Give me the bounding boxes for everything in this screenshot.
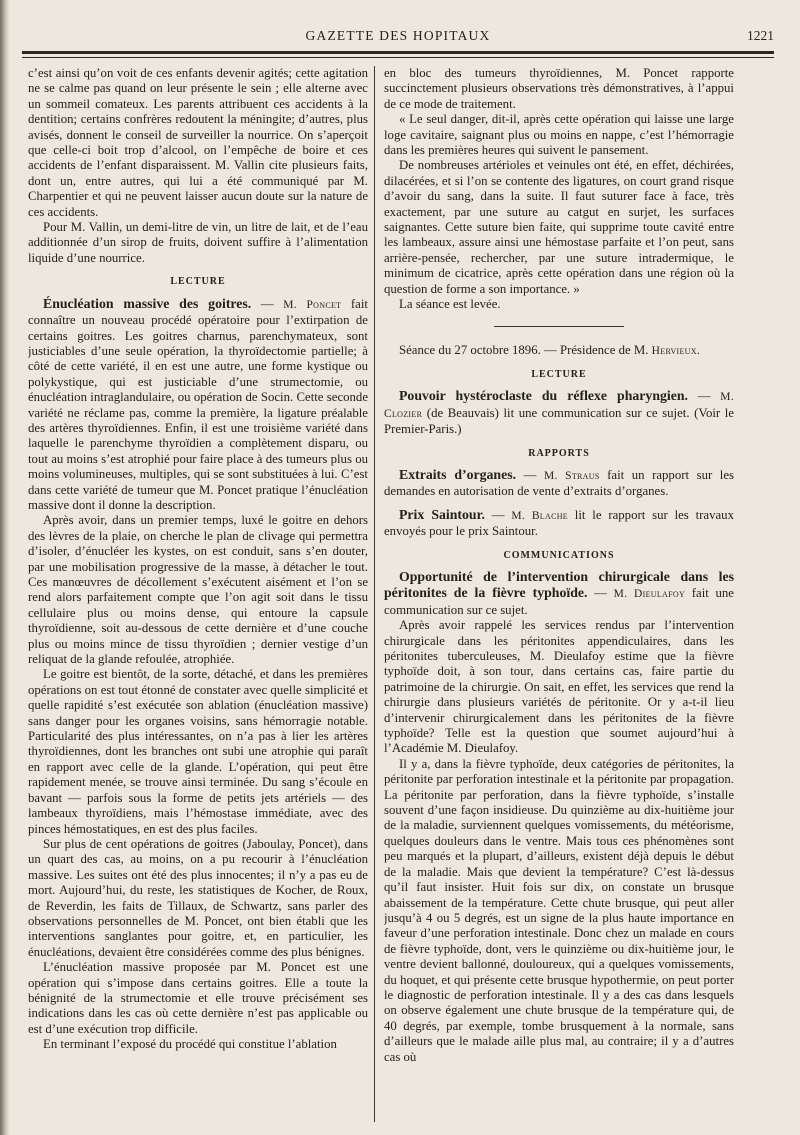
- paragraph-text: fait un rapport sur les demandes en autorisation de vente d’extraits d’organes.: [384, 467, 734, 499]
- right-column: [384, 66, 734, 1124]
- dash: —: [484, 507, 512, 522]
- running-header: [22, 28, 774, 48]
- article-extraits: [384, 467, 734, 500]
- author-name: M. Dieulafoy: [613, 588, 686, 601]
- dash: —: [251, 296, 284, 311]
- section-heading: LECTURE: [170, 276, 226, 288]
- article-enucleation: [28, 296, 368, 514]
- article-title: Énucléation massive des goitres.: [43, 295, 252, 311]
- column-divider: [374, 66, 375, 1122]
- author-name: M. Poncet: [283, 298, 342, 311]
- paragraph: c’est ainsi qu’on voit de ces enfants devenir agités; cette agitation ne se calme pas quand on leur présente le sein ; elle alterne avec un sommeil comateux. Les parents attribuent ces accidents à la dentition; certains confrères redoutent la méningite; d’autres, plus avisés, donnent le conseil de surveiller la nourrice. On s’aperçoit que celle-ci boit trop d’alcool, on l’empêche de boire et ces accidents de l’enfant disparaissent. M. Vallin cite plusieurs faits, dont un, entre autres, qui lui a été communiqué par M. Charpentier et qui ne peuvent laisser aucun doute sur la nature de ces accidents.: [28, 66, 368, 219]
- dash: —: [687, 389, 721, 404]
- section-heading: RAPPORTS: [528, 447, 590, 459]
- separator-rule: [494, 326, 624, 327]
- paragraph-text: fait une communication sur ce sujet.: [384, 586, 734, 617]
- article-pouvoir: [384, 388, 734, 437]
- author-name: M. Clozier: [384, 391, 734, 420]
- author-name: M. Straus: [543, 469, 600, 482]
- paragraph: en bloc des tumeurs thyroïdiennes, M. Poncet rapporte succinctement plusieurs observations très démonstratives, à l’appui de ce mode de traitement.: [384, 66, 734, 111]
- paragraph: De nombreuses artérioles et veinules ont été, en effet, déchirées, dilacérées, et si l’on se contente des ligatures, on court grand risque d’avoir du sang, dans la suite. Il faut suturer face à face, très exactement, par une suture au catgut en surjet, les surfaces saignantes. Cette suture bien faite, qui supprime toute cavité entre les lambeaux, assure ainsi une hémostase parfaite et l’on peut, sans arrière-pensée, rechercher, par une suture intradermique, le minimum de cicatrice, après cette opération dans une région où la question de forme a son importance. »: [384, 158, 734, 296]
- paragraph: Pour M. Vallin, un demi-litre de vin, un litre de lait, et de l’eau additionnée d’un sirop de fruits, doivent suffire à l’alimentation liquide d’une nourrice.: [28, 220, 368, 265]
- paragraph: Il y a, dans la fièvre typhoïde, deux catégories de péritonites, la péritonite par perforation intestinale et la péritonite par propagation. La péritonite par perforation, dans la fièvre typhoïde, s’installe souvent d’une façon insidieuse. Du quinzième au dix-huitième jour de la maladie, surviennent quelques vomissements, du météorisme, quelques douleurs dans le ventre. Mais tous ces phénomènes sont peu marqués et la plupart, d’ailleurs, existent déjà depuis le début de la maladie. Mais que devient la température? C’est là-dessus qu’il faut insister. Huit fois sur dix, on constate un brusque abaissement de la température. Cette chute brusque, qui peut aller jusqu’à 4 ou 5 degrés, est un signe de la plus haute importance en faveur d’une perforation intestinale. Donc chez un malade en cours de fièvre typhoïde, dont, vers le quinzième ou dix-huitième jour, le ventre devient ballonné, douloureux, qui a quelques vomissements, du hoquet, et qui présente cette brusque hypothermie, on peut porter le diagnostic de perforation intestinale. Il y a des cas dans lesquels on observe également une chute brusque de la température qui, de 40 degrés, par exemple, tombe brusquement à la normale, sans d’ailleurs que le malade aille plus mal, au contraire; il y a d’autres cas où: [384, 756, 734, 1064]
- dash: —: [587, 586, 614, 601]
- paragraph: La séance est levée.: [399, 297, 501, 312]
- paragraph: « Le seul danger, dit-il, après cette opération qui laisse une large loge cavitaire, saignant plus ou moins en nappe, c’est l’hémorragie dans les premières heures qui suivent le pansement.: [384, 112, 734, 158]
- page-edge-shadow: [0, 0, 10, 1135]
- section-heading: LECTURE: [531, 368, 587, 380]
- paragraph: Sur plus de cent opérations de goitres (Jaboulay, Poncet), dans un quart des cas, au moins, on a pu recourir à l’énucléation massive. Les suites ont été des plus innocentes; il n’y a pas eu de mort. Aujourd’hui, du reste, les statistiques de Kocher, de Roux, de Reverdin, les faits de Tillaux, de Schwartz, sans parler des observations personnelles de M. Poncet, ont bien établi que les interventions sanglantes pour goitre, et, en particulier, les énucléations, devaient être considérées comme des plus bénignes.: [28, 836, 368, 959]
- page-number: 1221: [747, 28, 774, 43]
- paragraph: L’énucléation massive proposée par M. Poncet est une opération qui s’impose dans certains goitres. Elle a toute la bénignité de la strumectomie et elle trouve précisément ses indications dans les cas où cette dernière n’est pas applicable ou est d’une exécution trop difficile.: [28, 960, 368, 1036]
- header-rule-thin: [22, 57, 774, 58]
- dash: —: [516, 467, 544, 482]
- article-title: Prix Saintour.: [399, 506, 485, 522]
- left-column: [28, 66, 368, 1124]
- journal-title: GAZETTE DES HOPITAUX: [305, 28, 491, 43]
- article-title: Extraits d’organes.: [399, 466, 517, 482]
- paragraph-text: lit le rapport sur les travaux envoyés pour le prix Saintour.: [384, 507, 734, 539]
- article-title: Opportunité de l’intervention chirurgicale dans les péritonites de la fièvre typhoïde.: [384, 568, 734, 601]
- article-title: Pouvoir hystéroclaste du réflexe pharyngien.: [399, 388, 688, 404]
- president-name: Hervieux.: [651, 344, 701, 357]
- paragraph-text: (de Beauvais) lit une communication sur ce sujet. (Voir le Premier-Paris.): [384, 405, 734, 437]
- session-text: Séance du 27 octobre 1896. — Présidence de M.: [399, 342, 652, 357]
- paragraph-text: fait connaître un nouveau procédé opératoire pour l’extirpation de certains goitres. Les goitres charnus, parenchymateux, sont justiciables d’une seule opération, la thyroïdectomie partielle; à côté de cette variété, il en est une autre, une forme kystique ou polykystique, qui est justiciable d’une strumectomie, ou énucléation intraglandulaire, ou opération de Socin. Cette seconde variété ne réclame pas, comme la première, la ligature préalable des artères thyroïdiennes. Enfin, il est une troisième variété dans laquelle le parenchyme thyroïdien a complètement disparu, ou tout au moins s’est atrophié pour faire place à des tumeurs plus ou moins volumineuses, multiples, qui se sont substituées à lui. C’est dans cette variété de tumeur que M. Poncet pratique l’énucléation massive dont il donne la description.: [28, 296, 368, 512]
- header-rule-thick: [22, 51, 774, 54]
- paragraph: Après avoir rappelé les services rendus par l’intervention chirurgicale dans les péritonites appendiculaires, dans les péritonites tuberculeuses, M. Dieulafoy estime que la fièvre typhoïde doit, à son tour, dans certains cas, faire partie du patrimoine de la chirurgie. On sait, en effet, les services que rend la chirurgie dans plusieurs variétés de péritonite. Or y a-t-il lieu d’intervenir chirurgicalement dans les péritonites de la fièvre typhoïde? Telle est la question que soumet aujourd’hui à l’Académie M. Dieulafoy.: [384, 618, 734, 756]
- section-heading: COMMUNICATIONS: [503, 549, 615, 561]
- article-prix: [384, 507, 734, 540]
- article-opportunite: [384, 569, 734, 618]
- paragraph: Après avoir, dans un premier temps, luxé le goitre en dehors des lèvres de la plaie, on cherche le plan de clivage qui permettra d’isoler, d’énucléer les kystes, on est conduit, sans s’en douter, par une mobilisation progressive de la masse, à détacher le tout. Ces manœuvres de décollement s’exécutent aisément et l’on se rend alors parfaitement compte que l’on agit soit dans le tissu cellulaire plus ou moins dense, qui entoure la capsule thyroïdienne, soit au-dessous de cette dernière et d’une couche plus ou moins mince de tissu thyroïdien ; dernier vestige d’un reliquat de la glande refoulée, atrophiée.: [28, 513, 368, 667]
- author-name: M. Blache: [511, 509, 568, 522]
- session-line: [384, 343, 734, 359]
- paragraph: Le goitre est bientôt, de la sorte, détaché, et dans les premières opérations on est tout étonné de constater avec quelle simplicité et quelle rapidité s’est exécutée son ablation (énucléation massive) sans danger pour les organes voisins, sans hémorragie notable. Particularité des plus intéressantes, on n’a pas à lier les artères thyroïdiennes, dont les branches ont subi une atrophie qui paraît en rapport avec celle de la glande. L’opération, qui peut être rapidement menée, se trouve ainsi terminée. Du sang s’écoule en bavant — parfois sous la forme de petits jets artériels — des lambeaux thyroïdiens, mais l’hémostase immédiate, avec des pinces hémostatiques, en est des plus faciles.: [28, 667, 368, 836]
- paragraph: En terminant l’exposé du procédé qui constitue l’ablation: [43, 1037, 337, 1052]
